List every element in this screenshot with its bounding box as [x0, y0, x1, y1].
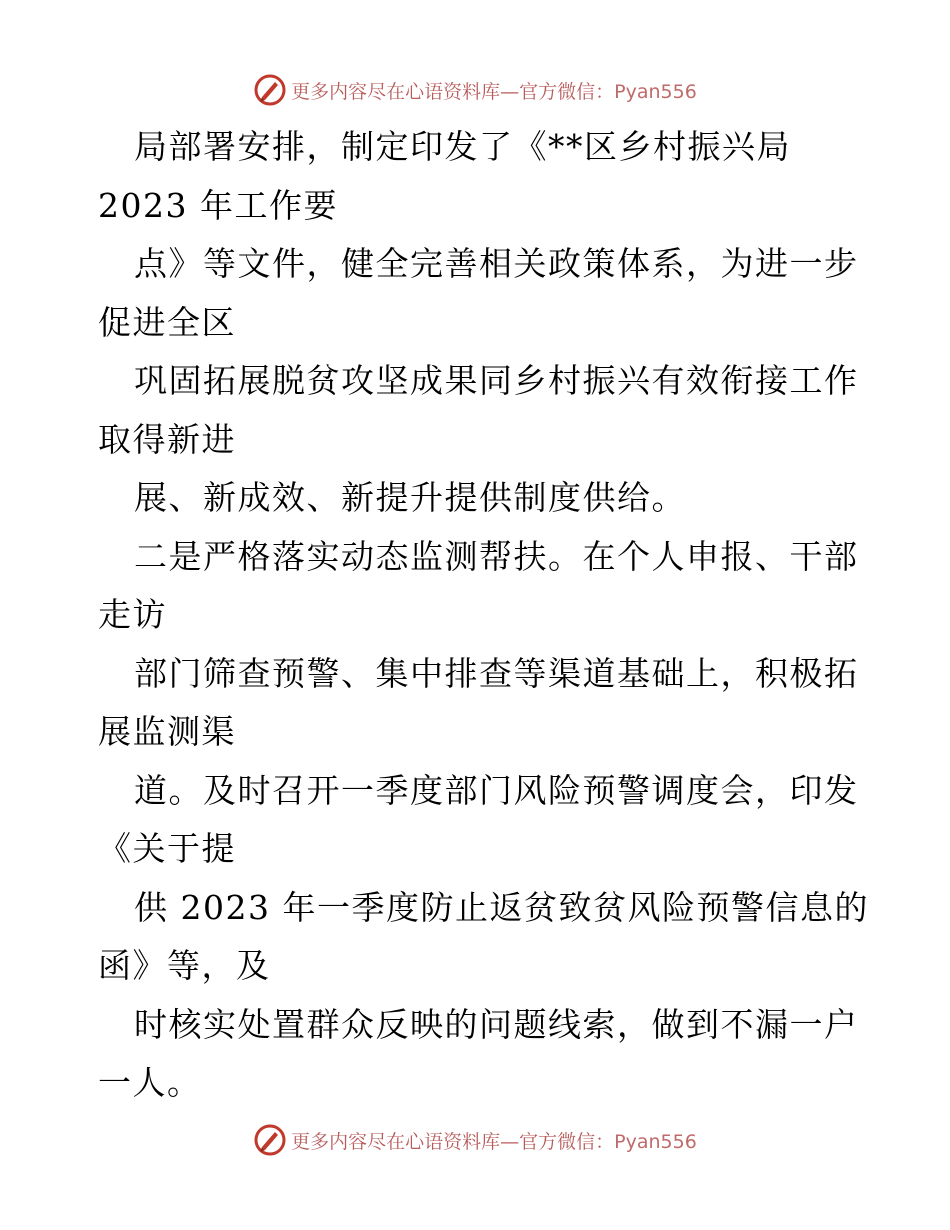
text-line: 局部署安排，制定印发了《**区乡村振兴局	[134, 127, 791, 166]
header-watermark	[0, 70, 950, 110]
text-line: 取得新进	[98, 419, 236, 459]
watermark-text: 更多内容尽在心语资料库—官方微信：Pyan556	[291, 1130, 697, 1153]
text-line: 供 2023 年一季度防止返贫致贫风险预警信息的	[134, 887, 869, 927]
text-line: 部门筛查预警、集中排查等渠道基础上，积极拓	[134, 653, 859, 693]
text-line: 道。及时召开一季度部门风险预警调度会，印发	[134, 770, 859, 810]
text-line: 2023 年工作要	[98, 185, 338, 225]
text-line: 展、新成效、新提升提供制度供给。	[134, 478, 686, 517]
watermark-account: Pyan556	[614, 80, 697, 103]
pen-logo-icon	[253, 73, 287, 107]
text-line: 走访	[98, 595, 167, 634]
pen-logo-icon	[253, 1123, 287, 1157]
text-line: 展监测渠	[98, 712, 236, 751]
text-line: 点》等文件，健全完善相关政策体系，为进一步	[134, 244, 859, 283]
text-line: 巩固拓展脱贫攻坚成果同乡村振兴有效衔接工作	[134, 361, 859, 400]
text-line: 时核实处置群众反映的问题线索，做到不漏一户	[134, 1004, 859, 1044]
watermark-account: Pyan556	[614, 1130, 697, 1153]
text-line: 促进全区	[98, 302, 236, 342]
footer-watermark	[0, 1120, 950, 1160]
document-body	[98, 118, 869, 1113]
text-line: 函》等，及	[98, 946, 271, 985]
text-line: 二是严格落实动态监测帮扶。在个人申报、干部	[134, 536, 859, 576]
text-line: 一人。	[98, 1063, 202, 1102]
text-line: 《关于提	[98, 829, 236, 868]
watermark-text: 更多内容尽在心语资料库—官方微信：Pyan556	[291, 80, 697, 103]
